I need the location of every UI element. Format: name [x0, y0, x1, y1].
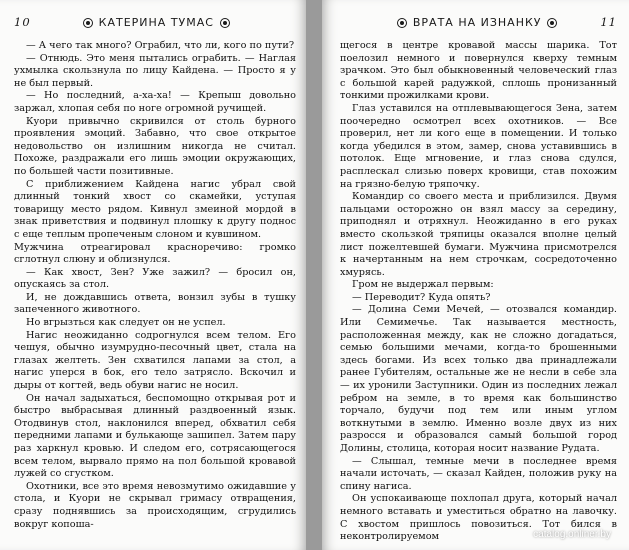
- watermark: catalog.onliner.by: [533, 529, 611, 540]
- paragraph: Он успокаивающе похлопал друга, который начал немного вставать и уместиться обратно на лавочку. С хвостом пришлось повозиться. Тот бился в неконтролируемом: [340, 493, 617, 543]
- left-page: [0, 0, 306, 550]
- running-title: [31, 16, 282, 29]
- ornament-icon: [547, 18, 557, 28]
- ornament-icon: [397, 18, 407, 28]
- right-page-header: [340, 14, 617, 30]
- paragraph: Но вгрызться как следует он не успел.: [26, 317, 226, 329]
- paragraph: Гром не выдержал первым:: [352, 279, 494, 291]
- right-page: [322, 0, 629, 550]
- paragraph: Командир со своего места и приблизился. Двумя пальцами осторожно он взял массу за середину, приподнял и отряхнул. Неожиданно в его руках вместо скользкой тряпицы оказался вполне целый лист пожелтевшей бумаги. Мужчина присмотрелся к начертанным на нем строчкам, сосредоточенно хмурясь.: [340, 191, 617, 278]
- paragraph: Куори привычно скривился от столь бурного проявления эмоций. Забавно, что свое открытое недовольство он излишним никогда не считал. Похоже, раздражали его лишь эмоции окружающих, по большей части позитивные.: [14, 115, 296, 177]
- page-number: 10: [14, 15, 31, 29]
- paragraph: — Переводит? Куда опять?: [352, 291, 491, 303]
- paragraph: Глаз уставился на отплевывающегося Зена, затем поочередно осмотрел всех охотников. — Все проверил, нет ли кого еще в помещении. И только когда убедился в этом, замер, снова уставившись в потолок. Еще мгновение, и глаз снова сдулся, расплескал слизью поверх кровищи, став похожим на грязно-белую тряпочку.: [340, 102, 617, 190]
- paragraph: Мужчина отреагировал красноречиво: громко сглотнул слюну и облизнулся.: [14, 241, 296, 266]
- left-page-header: [14, 14, 296, 30]
- paragraph: — А чего так много? Ограбил, что ли, кого по пути?: [26, 40, 295, 51]
- ornament-icon: [83, 18, 93, 28]
- running-title: [354, 16, 600, 29]
- paragraph: И, не дождавшись ответа, вонзил зубы в тушку запеченного животного.: [14, 291, 296, 316]
- paragraph: — Долина Семи Мечей, — отозвался командир. Или Семимечье. Так называется местность, расположенная между, как не сложно догадаться, семью большими мечами, когда-то брошенными здесь богами. Из всех только два принадлежали ранее Губителям, остальные же не несли в себе зла — их уронили Заступники. Один из последних лежал ребром на земле, в то время как большинство торчало, будучи под тем или иным углом воткнутыми в землю. Именно возле двух из них разросся и образовался самый большой город Долины, столица, которая носит название Рудата.: [340, 304, 617, 454]
- paragraph: — Как хвост, Зен? Уже зажил? — бросил он, опускаясь за стол.: [14, 266, 296, 291]
- page-number: 11: [600, 15, 617, 29]
- paragraph: Он начал задыхаться, беспомощно открывая рот и быстро выбрасывая длинный раздвоенный язык. Отодвинув стол, наклонился вперед, обхватил себя передними лапами и булькающе зашипел. Затем пару раз харкнул кровью. И следом его, сотрясающегося всем телом, вырвало прямо на пол большой кровавой лужей со сгустком.: [14, 392, 296, 480]
- paragraph: — Слышал, темные мечи в последнее время начали источать, — сказал Кайден, положив руку на спину нагиса.: [340, 455, 617, 492]
- running-title-text: КАТЕРИНА ТУМАС: [98, 15, 214, 29]
- paragraph: щегося в центре кровавой массы шарика. Тот поелозил немного и повернулся кверху темным зрачком. Это был обыкновенный человеческий глаз с большой карей радужкой, сплошь пронизанный тонкими прожилками крови.: [340, 40, 617, 102]
- body-text: [340, 40, 617, 544]
- paragraph: Нагис неожиданно содрогнулся всем телом. Его чешуя, обычно изумрудно-песочный цвет, стала на глазах желтеть. Зен схватился лапами за стол, а нагис уперся в бок, его тело затрясло. Вскочил и дыры от когтей, ведь обуви нагис не носил.: [14, 329, 296, 392]
- paragraph: — Но последний, а-ха-ха! — Крепыш довольно заржал, хлопая себя по ноге огромной ручищей.: [14, 90, 296, 114]
- paragraph: — Отнюдь. Это меня пытались ограбить. — Наглая ухмылка скользнула по лицу Кайдена. — Просто я у не был первый.: [14, 52, 296, 89]
- ornament-icon: [220, 18, 230, 28]
- running-title-text: ВРАТА НА ИЗНАНКУ: [412, 15, 542, 29]
- body-text: [14, 40, 296, 531]
- paragraph: С приближением Кайдена нагис убрал свой длинный тонкий хвост со скамейки, уступая товарищу место рядом. Кивнул змеиной мордой в знак приветствия и подвинул плошку к другу поднос с еще теплым пропеченым слоном и кувшином.: [14, 178, 296, 240]
- paragraph: Охотники, все это время невозмутимо ожидавшие у стола, и Куори не скрывал гримасу отвращения, сразу поднявшись за происходящим, сгрудились вокруг копоша-: [14, 480, 296, 530]
